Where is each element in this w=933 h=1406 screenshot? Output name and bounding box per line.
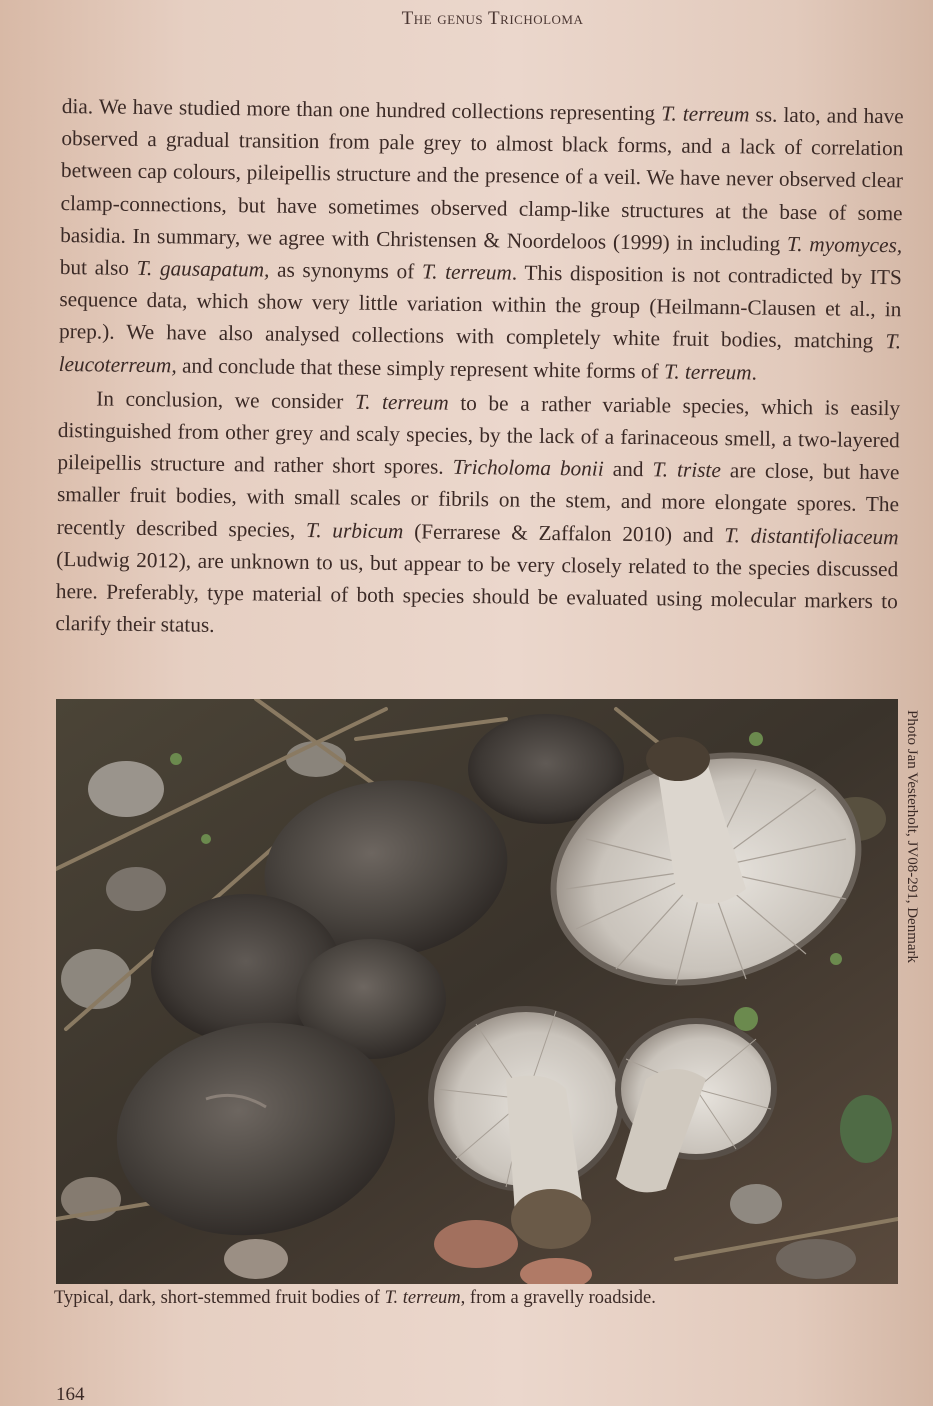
text-run: as synonyms of [269,257,423,284]
species-name: T. terreum [354,389,449,415]
text-run: (Ludwig 2012), are unknown to us, but appear to be very closely related to the species discussed here. Preferably, type material of both species should be evaluated using molecular markers to clarify their status. [55,546,899,638]
species-name: T. distantifoliaceum [724,522,899,549]
photo-credit: Photo Jan Vesterholt, JV08-291, Denmark [904,710,920,964]
body-text [55,90,904,650]
figure-caption [54,1288,656,1309]
species-name: T. triste [652,457,722,483]
text-run: and [603,456,653,482]
text-run: are close, but have smaller fruit bodies, with small scales or fibrils on the stem, and more elongate spores. The recently described species, [56,458,900,542]
mushroom-photo-illustration [56,699,898,1284]
species-name: T. gausapatum, [136,255,270,282]
text-run: dia. We have studied more than one hundred collections representing [61,93,662,126]
species-name: T. urbicum [305,517,404,543]
paragraph-2 [55,382,900,650]
text-run: . [751,360,758,385]
text-run: In conclusion, we consider [96,386,356,414]
species-name: T. terreum [421,259,513,285]
text-run: Typical, dark, short-stemmed fruit bodies of [54,1288,385,1308]
text-run: to be a rather variable species, which is easily distinguished from other grey and scaly species, by the lack of a farinaceous smell, a two-layered pileipellis structure and rather short spores. [57,390,901,480]
paragraph-1 [58,90,903,390]
text-run: . This disposition is not contradicted by ITS sequence data, which show very little variation within the group (Heilmann-Clausen et al., in prep.). We have also analysed collections with completely white fruit bodies, matching [58,260,902,354]
text-run: ss. lato, and have observed a gradual transition from pale grey to almost black forms, and a lack of correlation between cap colours, pileipellis structure and the presence of a veil. We have never observed clear clamp-connections, but have sometimes observed clamp-like structures at the base of some basidia. In summary, we agree with Christensen & Noordeloos (1999) in including [60,102,904,256]
running-head: The genus Tricholoma [401,8,584,29]
species-name: Tricholoma bonii [452,455,604,481]
species-name: T. terreum [384,1288,461,1308]
text-run: (Ferrarese & Zaffalon 2010) and [403,518,725,547]
species-name: T. leucoterreum, [58,329,902,378]
text-run: but also [59,255,137,280]
species-name: T. myomyces, [786,231,903,258]
species-name: T. terreum [663,359,752,385]
mushroom-photo [56,699,898,1284]
page-number: 164 [56,1384,85,1405]
text-run: and conclude that these simply represent white forms of [176,353,665,384]
species-name: T. terreum [661,101,750,127]
text-run: , from a gravelly roadside. [460,1288,656,1308]
